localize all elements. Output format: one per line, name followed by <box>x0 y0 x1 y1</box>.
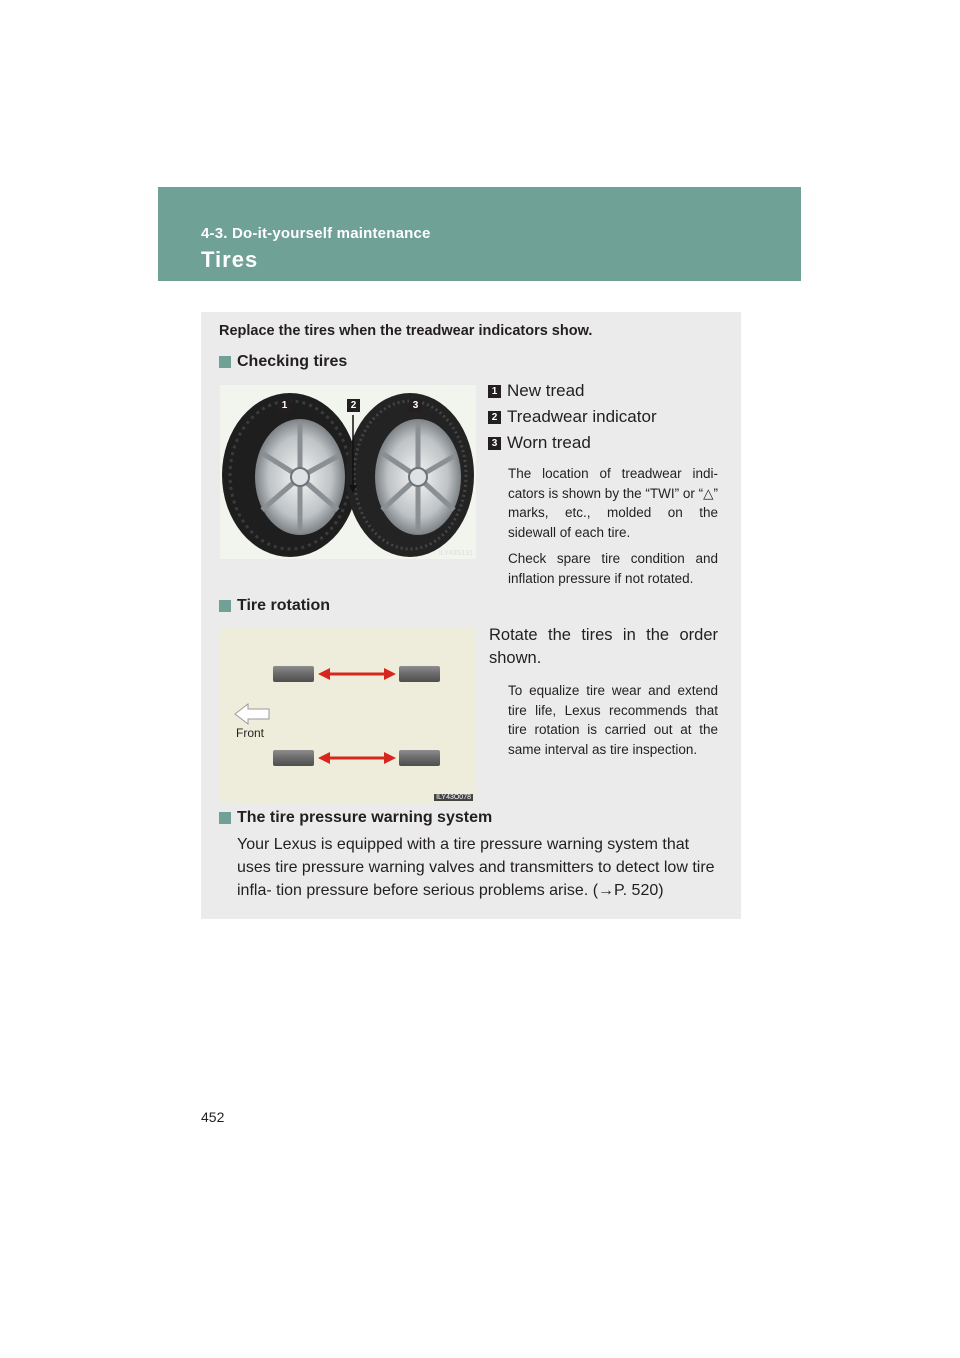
tpws-description: Your Lexus is equipped with a tire pressure warning system that uses tire pressure warning valves and transmitters to detect low tire infla- tion pressure before serious problems arise. (→P. 520) <box>237 836 715 899</box>
legend-worn-tread <box>488 433 591 453</box>
rotation-instruction: Rotate the tires in the order shown. <box>489 626 718 667</box>
photo-code: ILY43S131 <box>438 550 473 557</box>
legend-label-1: New tread <box>507 381 585 400</box>
legend-new-tread <box>488 381 584 401</box>
tire-rotation-heading <box>219 597 330 615</box>
legend-label-2: Treadwear indicator <box>507 407 657 426</box>
page-title: Tires <box>201 247 259 272</box>
diagram-code: ILY43O078 <box>436 794 471 801</box>
rotation-note: To equalize tire wear and extend tire life, Lexus recommends that tire rotation is carried out at the same interval as tire inspection. <box>508 683 718 757</box>
square-bullet-icon <box>219 356 231 368</box>
legend-num-1: 1 <box>488 385 501 398</box>
chapter-header <box>158 187 801 281</box>
treadwear-location-note: The location of treadwear indi- cators is shown by the “TWI” or “△” marks, etc., molded on the sidewall of each tire. <box>508 466 718 540</box>
tire-rotation-diagram <box>220 628 476 803</box>
legend-num-2: 2 <box>488 411 501 424</box>
checking-tires-heading <box>219 353 347 371</box>
legend-label-3: Worn tread <box>507 433 591 452</box>
checking-tires-heading-text: Checking tires <box>237 353 348 370</box>
intro-text: Replace the tires when the treadwear indicators show. <box>219 323 593 339</box>
front-label: Front <box>236 726 265 740</box>
content-panel <box>201 312 741 919</box>
legend-num-3: 3 <box>488 437 501 450</box>
square-bullet-icon <box>219 600 231 612</box>
callout-2: 2 <box>347 399 360 412</box>
page-number: 452 <box>201 1109 225 1125</box>
legend-treadwear-indicator <box>488 407 657 427</box>
tire-tread-photo <box>220 385 476 559</box>
tpws-heading <box>219 809 492 827</box>
spare-tire-note: Check spare tire condition and inflation pressure if not rotated. <box>508 551 718 586</box>
square-bullet-icon <box>219 812 231 824</box>
tpws-heading-text: The tire pressure warning system <box>237 809 493 826</box>
callout-1: 1 <box>278 399 291 412</box>
rotation-illustration <box>220 628 476 803</box>
tire-rotation-heading-text: Tire rotation <box>237 597 331 614</box>
section-label: 4-3. Do-it-yourself maintenance <box>201 225 431 242</box>
callout-3: 3 <box>409 399 422 412</box>
